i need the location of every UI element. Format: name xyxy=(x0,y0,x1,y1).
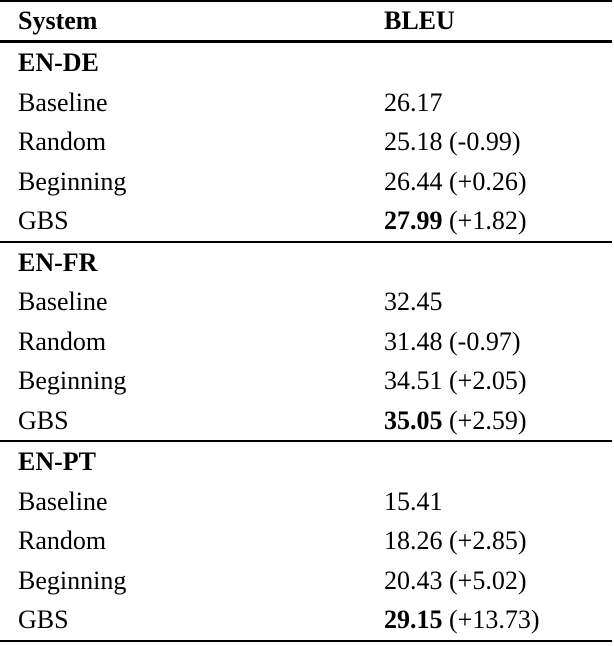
group-header-row xyxy=(0,441,612,482)
bleu-score: 25.18 xyxy=(384,127,443,156)
system-name: Random xyxy=(18,127,107,156)
system-name: Random xyxy=(18,526,107,555)
bleu-delta: (-0.97) xyxy=(449,326,521,356)
table-row xyxy=(0,482,612,522)
system-name: GBS xyxy=(18,405,69,435)
bleu-delta: (+0.26) xyxy=(449,166,527,196)
system-name: GBS xyxy=(18,206,69,235)
table-row xyxy=(0,162,612,202)
system-name: Beginning xyxy=(18,565,127,595)
bleu-delta: (+5.02) xyxy=(449,565,527,595)
bleu-delta: (+13.73) xyxy=(449,605,540,634)
bleu-score-best: 27.99 xyxy=(384,206,443,235)
header-bleu: BLEU xyxy=(384,1,612,42)
group-name: EN-PT xyxy=(0,441,384,482)
system-name: Beginning xyxy=(18,166,127,196)
table-row xyxy=(0,83,612,123)
table-row xyxy=(0,322,612,362)
bleu-cell xyxy=(384,201,612,242)
bleu-cell xyxy=(384,482,612,522)
bleu-cell xyxy=(384,401,612,442)
system-name: Baseline xyxy=(18,486,108,516)
bleu-score: 15.41 xyxy=(384,486,443,516)
table-row xyxy=(0,561,612,601)
bleu-cell xyxy=(384,282,612,322)
system-name: GBS xyxy=(0,600,384,641)
group-header-row xyxy=(0,242,612,283)
bleu-score-best: 35.05 xyxy=(384,405,443,435)
table-row xyxy=(0,122,612,162)
bleu-cell xyxy=(384,162,612,202)
bleu-score: 18.26 xyxy=(384,526,443,555)
system-name: Beginning xyxy=(18,366,127,395)
table-row xyxy=(0,361,612,401)
group-header-row xyxy=(0,42,612,83)
bleu-score: 32.45 xyxy=(384,287,443,316)
group-name: EN-DE xyxy=(18,48,99,77)
bleu-score: 26.17 xyxy=(384,87,443,117)
bleu-cell xyxy=(384,122,612,162)
bleu-cell xyxy=(384,361,612,401)
bleu-delta: (+2.05) xyxy=(449,366,527,395)
bleu-delta: (+1.82) xyxy=(449,206,527,235)
table-row xyxy=(0,521,612,561)
system-name: Baseline xyxy=(18,287,108,316)
table-row xyxy=(0,201,612,242)
bleu-cell xyxy=(384,83,612,123)
bleu-cell xyxy=(384,521,612,561)
bleu-delta: (+2.85) xyxy=(449,526,527,555)
table-header-row xyxy=(0,1,612,42)
bleu-cell xyxy=(384,322,612,362)
header-system: System xyxy=(0,1,384,42)
table-row xyxy=(0,401,612,442)
bleu-score: 34.51 xyxy=(384,366,443,395)
bleu-score: 26.44 xyxy=(384,166,443,196)
group-name: EN-FR xyxy=(0,242,384,283)
bleu-score-best: 29.15 xyxy=(384,605,443,634)
bleu-delta: (-0.99) xyxy=(449,127,521,156)
system-name: Baseline xyxy=(18,87,108,117)
bleu-cell xyxy=(384,600,612,641)
bleu-score: 20.43 xyxy=(384,565,443,595)
table-row xyxy=(0,600,612,641)
bleu-delta: (+2.59) xyxy=(449,405,527,435)
system-name: Random xyxy=(18,326,107,356)
bleu-cell xyxy=(384,561,612,601)
table-row xyxy=(0,282,612,322)
bleu-score: 31.48 xyxy=(384,326,443,356)
